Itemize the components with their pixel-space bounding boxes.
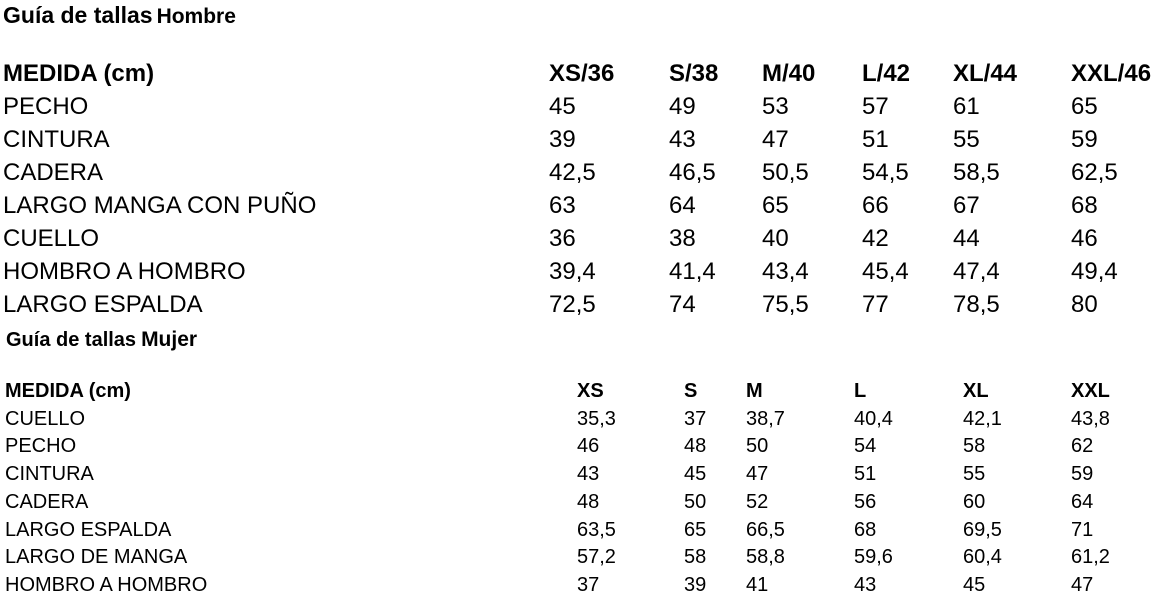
men-header-size: XXL/46 <box>1071 60 1152 87</box>
women-cell-value: 62 <box>1071 435 1094 458</box>
women-cell-value: 71 <box>1071 518 1094 541</box>
women-header-measure: MEDIDA (cm) <box>5 380 131 402</box>
men-cell-value: 58,5 <box>953 159 1000 186</box>
men-cell-value: 47 <box>762 126 789 153</box>
men-cell-value: 50,5 <box>762 159 809 186</box>
men-header-size: M/40 <box>762 60 816 87</box>
women-cell-value: 51 <box>854 463 877 486</box>
men-row-label: HOMBRO A HOMBRO <box>3 258 246 285</box>
women-cell-value: 59 <box>1071 463 1094 486</box>
women-header-size: M <box>746 380 763 402</box>
women-cell-value: 43,8 <box>1071 407 1110 430</box>
men-cell-value: 80 <box>1071 291 1098 318</box>
women-cell-value: 66,5 <box>746 518 785 541</box>
men-header-size: L/42 <box>862 60 911 87</box>
women-cell-value: 50 <box>746 435 769 458</box>
women-cell-value: 38,7 <box>746 407 785 430</box>
women-subtitle-text: Mujer <box>141 328 198 351</box>
men-row-label: LARGO MANGA CON PUÑO <box>3 192 317 219</box>
men-row-label: CADERA <box>3 159 104 186</box>
women-cell-value: 43 <box>577 463 600 486</box>
women-header-size: XXL <box>1071 380 1110 402</box>
women-header-size: S <box>684 380 698 402</box>
women-cell-value: 58 <box>684 546 707 569</box>
men-cell-value: 68 <box>1071 192 1098 219</box>
men-cell-value: 41,4 <box>669 258 716 285</box>
women-cell-value: 42,1 <box>963 407 1002 430</box>
women-cell-value: 69,5 <box>963 518 1002 541</box>
men-header-size: XS/36 <box>549 60 615 87</box>
women-cell-value: 47 <box>1071 573 1094 596</box>
women-cell-value: 45 <box>963 573 986 596</box>
men-cell-value: 75,5 <box>762 291 809 318</box>
men-subtitle-text: Hombre <box>156 5 236 28</box>
men-header-size: XL/44 <box>953 60 1018 87</box>
men-cell-value: 42 <box>862 225 889 252</box>
women-cell-value: 45 <box>684 463 707 486</box>
women-row-label: LARGO DE MANGA <box>5 546 188 569</box>
men-cell-value: 77 <box>862 291 889 318</box>
women-cell-value: 60,4 <box>963 546 1002 569</box>
men-title-text: Guía de tallas <box>3 2 153 28</box>
men-cell-value: 63 <box>549 192 576 219</box>
men-cell-value: 61 <box>953 93 980 120</box>
men-cell-value: 53 <box>762 93 789 120</box>
women-cell-value: 56 <box>854 490 877 513</box>
women-cell-value: 46 <box>577 435 600 458</box>
women-cell-value: 65 <box>684 518 707 541</box>
women-cell-value: 59,6 <box>854 546 893 569</box>
women-cell-value: 60 <box>963 490 986 513</box>
women-cell-value: 40,4 <box>854 407 893 430</box>
men-cell-value: 65 <box>1071 93 1098 120</box>
men-cell-value: 38 <box>669 225 696 252</box>
men-cell-value: 39 <box>549 126 576 153</box>
men-cell-value: 57 <box>862 93 889 120</box>
men-cell-value: 51 <box>862 126 889 153</box>
women-row-label: LARGO ESPALDA <box>5 518 172 541</box>
men-row-label: CINTURA <box>3 126 110 153</box>
men-cell-value: 54,5 <box>862 159 909 186</box>
men-cell-value: 39,4 <box>549 258 596 285</box>
women-cell-value: 54 <box>854 435 877 458</box>
men-row-label: CUELLO <box>3 225 100 252</box>
women-row-label: CUELLO <box>5 407 86 430</box>
women-cell-value: 47 <box>746 463 769 486</box>
women-title-text: Guía de tallas <box>6 329 137 351</box>
women-size-guide-title <box>6 328 197 352</box>
men-cell-value: 45,4 <box>862 258 909 285</box>
men-cell-value: 47,4 <box>953 258 1000 285</box>
men-row-label: LARGO ESPALDA <box>3 291 203 318</box>
women-cell-value: 52 <box>746 490 769 513</box>
women-cell-value: 48 <box>577 490 600 513</box>
women-cell-value: 58,8 <box>746 546 785 569</box>
men-cell-value: 43 <box>669 126 696 153</box>
men-cell-value: 78,5 <box>953 291 1000 318</box>
women-header-size: L <box>854 380 867 402</box>
men-cell-value: 62,5 <box>1071 159 1118 186</box>
women-cell-value: 61,2 <box>1071 546 1110 569</box>
men-cell-value: 59 <box>1071 126 1098 153</box>
men-cell-value: 45 <box>549 93 576 120</box>
men-size-guide-title <box>3 2 236 29</box>
men-cell-value: 46 <box>1071 225 1098 252</box>
men-cell-value: 49 <box>669 93 696 120</box>
women-cell-value: 58 <box>963 435 986 458</box>
women-cell-value: 57,2 <box>577 546 616 569</box>
women-header-size: XL <box>963 380 989 402</box>
men-cell-value: 36 <box>549 225 576 252</box>
men-cell-value: 43,4 <box>762 258 809 285</box>
women-row-label: CADERA <box>5 490 89 513</box>
women-cell-value: 55 <box>963 463 986 486</box>
men-cell-value: 40 <box>762 225 789 252</box>
men-cell-value: 55 <box>953 126 980 153</box>
women-cell-value: 41 <box>746 573 769 596</box>
men-cell-value: 64 <box>669 192 696 219</box>
women-cell-value: 37 <box>684 407 707 430</box>
women-cell-value: 43 <box>854 573 877 596</box>
men-cell-value: 49,4 <box>1071 258 1118 285</box>
women-cell-value: 68 <box>854 518 877 541</box>
women-cell-value: 37 <box>577 573 600 596</box>
women-header-size: XS <box>577 380 604 402</box>
men-cell-value: 46,5 <box>669 159 716 186</box>
women-cell-value: 64 <box>1071 490 1094 513</box>
women-cell-value: 39 <box>684 573 707 596</box>
men-cell-value: 74 <box>669 291 696 318</box>
men-row-label: PECHO <box>3 93 89 120</box>
men-cell-value: 42,5 <box>549 159 596 186</box>
men-cell-value: 72,5 <box>549 291 596 318</box>
women-row-label: CINTURA <box>5 463 94 486</box>
women-cell-value: 48 <box>684 435 707 458</box>
men-cell-value: 66 <box>862 192 889 219</box>
men-cell-value: 44 <box>953 225 980 252</box>
women-cell-value: 35,3 <box>577 407 616 430</box>
men-header-size: S/38 <box>669 60 719 87</box>
men-cell-value: 67 <box>953 192 980 219</box>
women-cell-value: 50 <box>684 490 707 513</box>
women-row-label: HOMBRO A HOMBRO <box>5 573 208 596</box>
women-row-label: PECHO <box>5 435 77 458</box>
women-cell-value: 63,5 <box>577 518 616 541</box>
men-header-measure: MEDIDA (cm) <box>3 60 155 87</box>
men-cell-value: 65 <box>762 192 789 219</box>
